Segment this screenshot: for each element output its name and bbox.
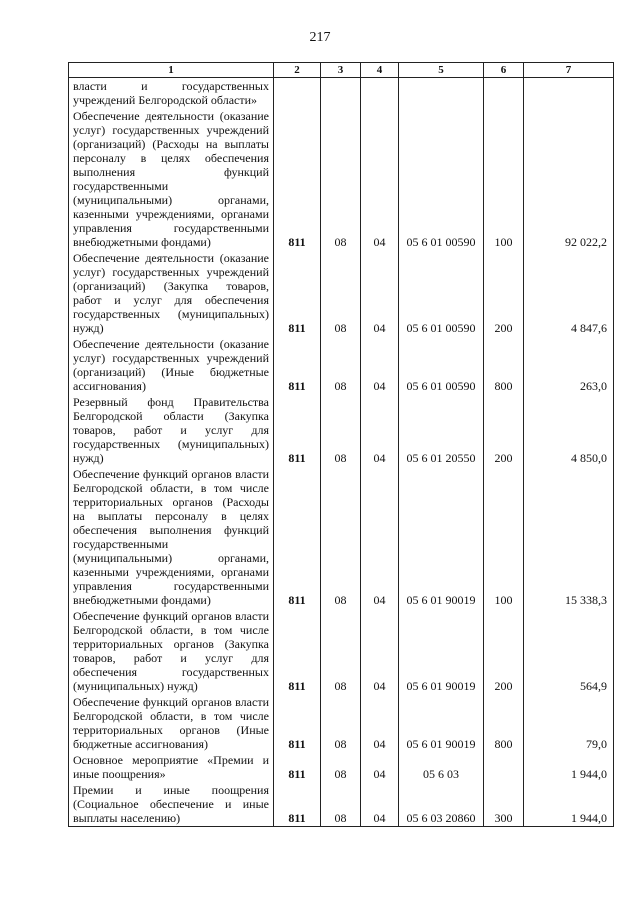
row-code-cell: 811: [274, 466, 321, 608]
row-subsection-cell: 04: [361, 752, 399, 782]
row-section-cell: 08: [321, 694, 361, 752]
table-header: [69, 63, 614, 78]
row-code-cell: 811: [274, 782, 321, 827]
row-target-cell: 05 6 01 00590: [399, 108, 484, 250]
row-type-cell: [484, 752, 524, 782]
row-amount-cell: 263,0: [524, 336, 614, 394]
row-code-cell: 811: [274, 336, 321, 394]
page-number: 217: [309, 30, 331, 45]
budget-table: [68, 62, 614, 827]
row-target-cell: 05 6 03: [399, 752, 484, 782]
row-amount-cell: 564,9: [524, 608, 614, 694]
row-code-cell: 811: [274, 752, 321, 782]
row-subsection-cell: 04: [361, 694, 399, 752]
row-code-cell: 811: [274, 608, 321, 694]
row-section-cell: 08: [321, 466, 361, 608]
column-header: 2: [274, 63, 321, 78]
table-row: [69, 336, 614, 394]
row-subsection-cell: 04: [361, 394, 399, 466]
row-target-cell: 05 6 01 90019: [399, 608, 484, 694]
row-type-cell: 200: [484, 250, 524, 336]
row-name-cell: Обеспечение деятельности (оказание услуг) государственных учреждений (организаций) (Иные бюджетные ассигнования): [69, 336, 274, 394]
table-row: [69, 752, 614, 782]
row-name-cell: Резервный фонд Правительства Белгородской области (Закупка товаров, работ и услуг для государственных (муниципальных) нужд): [69, 394, 274, 466]
row-amount-cell: 79,0: [524, 694, 614, 752]
row-type-cell: [484, 78, 524, 109]
table-body: [69, 78, 614, 827]
row-subsection-cell: 04: [361, 782, 399, 827]
row-name-cell: Основное мероприятие «Премии и иные поощрения»: [69, 752, 274, 782]
column-header: 6: [484, 63, 524, 78]
row-amount-cell: 1 944,0: [524, 782, 614, 827]
row-type-cell: 300: [484, 782, 524, 827]
row-section-cell: 08: [321, 108, 361, 250]
row-section-cell: 08: [321, 250, 361, 336]
row-amount-cell: 4 850,0: [524, 394, 614, 466]
row-type-cell: 800: [484, 694, 524, 752]
row-subsection-cell: 04: [361, 466, 399, 608]
table-row: [69, 608, 614, 694]
table-row: [69, 250, 614, 336]
row-subsection-cell: 04: [361, 108, 399, 250]
row-target-cell: 05 6 01 20550: [399, 394, 484, 466]
row-type-cell: 100: [484, 108, 524, 250]
row-section-cell: [321, 78, 361, 109]
row-name-cell: Премии и иные поощрения (Социальное обеспечение и иные выплаты населению): [69, 782, 274, 827]
row-name-cell: Обеспечение функций органов власти Белгородской области, в том числе территориальных органов (Расходы на выплаты персоналу в целях обеспечения выполнения функций государственными (муниципальными) органами, казенными учреждениями, органами управления государственными внебюджетными фондами): [69, 466, 274, 608]
row-type-cell: 100: [484, 466, 524, 608]
row-name-cell: Обеспечение деятельности (оказание услуг) государственных учреждений (организаций) (Расходы на выплаты персоналу в целях обеспечения выполнения функций государственными (муниципальными) органами, казенными учреждениями, органами управления государственными внебюджетными фондами): [69, 108, 274, 250]
column-header: 3: [321, 63, 361, 78]
column-header: 5: [399, 63, 484, 78]
row-name-cell: власти и государственных учреждений Белгородской области»: [69, 78, 274, 109]
row-target-cell: 05 6 01 90019: [399, 466, 484, 608]
table-row: [69, 78, 614, 109]
row-code-cell: 811: [274, 694, 321, 752]
table-row: [69, 782, 614, 827]
row-type-cell: 800: [484, 336, 524, 394]
column-header: 1: [69, 63, 274, 78]
row-code-cell: 811: [274, 108, 321, 250]
row-section-cell: 08: [321, 782, 361, 827]
row-type-cell: 200: [484, 608, 524, 694]
row-subsection-cell: 04: [361, 336, 399, 394]
row-amount-cell: 4 847,6: [524, 250, 614, 336]
row-subsection-cell: 04: [361, 250, 399, 336]
row-section-cell: 08: [321, 336, 361, 394]
table-row: [69, 466, 614, 608]
row-amount-cell: [524, 78, 614, 109]
row-target-cell: 05 6 01 90019: [399, 694, 484, 752]
row-amount-cell: 92 022,2: [524, 108, 614, 250]
row-target-cell: 05 6 01 00590: [399, 250, 484, 336]
row-target-cell: 05 6 01 00590: [399, 336, 484, 394]
row-code-cell: [274, 78, 321, 109]
row-code-cell: 811: [274, 250, 321, 336]
row-target-cell: [399, 78, 484, 109]
row-section-cell: 08: [321, 752, 361, 782]
table-row: [69, 694, 614, 752]
row-code-cell: 811: [274, 394, 321, 466]
row-type-cell: 200: [484, 394, 524, 466]
row-section-cell: 08: [321, 394, 361, 466]
row-name-cell: Обеспечение функций органов власти Белгородской области, в том числе территориальных органов (Закупка товаров, работ и услуг для обеспечения государственных (муниципальных) нужд): [69, 608, 274, 694]
row-name-cell: Обеспечение функций органов власти Белгородской области, в том числе территориальных органов (Иные бюджетные ассигнования): [69, 694, 274, 752]
column-header: 4: [361, 63, 399, 78]
row-target-cell: 05 6 03 20860: [399, 782, 484, 827]
column-header: 7: [524, 63, 614, 78]
table-row: [69, 108, 614, 250]
row-subsection-cell: 04: [361, 608, 399, 694]
table-row: [69, 394, 614, 466]
row-amount-cell: 15 338,3: [524, 466, 614, 608]
row-subsection-cell: [361, 78, 399, 109]
row-section-cell: 08: [321, 608, 361, 694]
row-name-cell: Обеспечение деятельности (оказание услуг) государственных учреждений (организаций) (Закупка товаров, работ и услуг для обеспечения государственных (муниципальных) нужд): [69, 250, 274, 336]
row-amount-cell: 1 944,0: [524, 752, 614, 782]
